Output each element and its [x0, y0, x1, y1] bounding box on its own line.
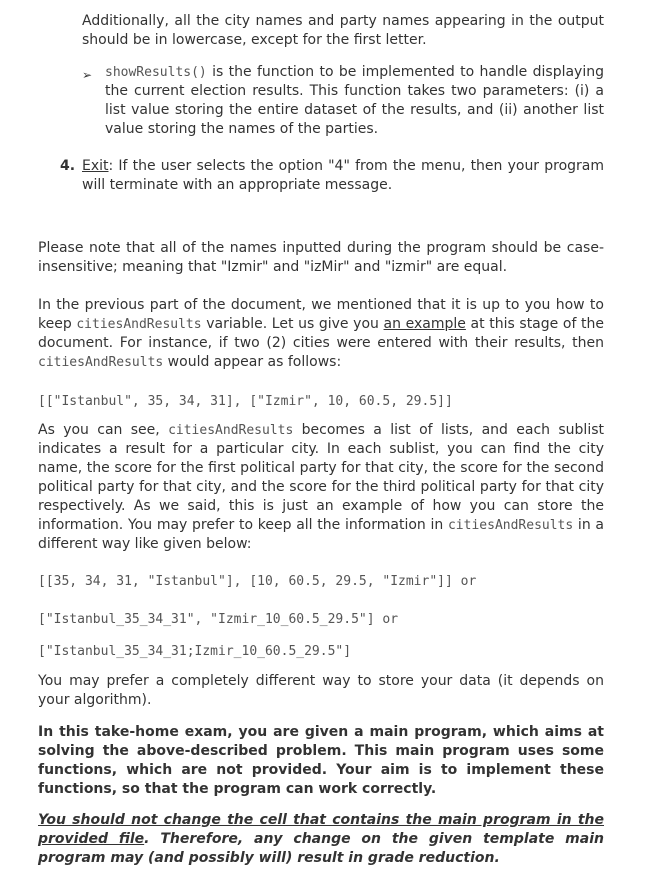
show-results-description: [105, 63, 604, 139]
list-number: 4.: [60, 158, 76, 174]
previous-part-paragraph: [38, 296, 604, 372]
arrow-bullet-icon: ➢: [82, 68, 93, 82]
prev-text-2: variable. Let us give you: [201, 316, 384, 332]
exit-link[interactable]: Exit: [82, 158, 109, 174]
variable-name: citiesAndResults: [168, 423, 294, 438]
take-home-exam-paragraph: In this take-home exam, you are given a main program, which aims at solving the above-described problem. This main program uses some functions, which are not provided. Your aim is to implement these functions, so that the program can work correctly.: [38, 724, 604, 797]
prev-text-3: at this stage of the document. For instance, if two (2) cities were entered with their results, then: [38, 316, 604, 351]
case-insensitive-note: Please note that all of the names inputted during the program should be case-insensitive; meaning that "Izmir" and "izMir" and "izmir" are equal.: [38, 240, 604, 275]
code-example-1: [["Istanbul", 35, 34, 31], ["Izmir", 10, 60.5, 29.5]]: [38, 394, 453, 409]
prev-text-4: would appear as follows:: [163, 354, 342, 370]
code-example-4: ["Istanbul_35_34_31;Izmir_10_60.5_29.5"]: [38, 644, 352, 659]
code-example-2: [[35, 34, 31, "Istanbul"], [10, 60.5, 29.5, "Izmir"]] or: [38, 574, 477, 589]
prev-text-1: In the previous part of the document, we mentioned that it is up to you how to keep: [38, 297, 604, 332]
function-name: showResults(): [105, 65, 207, 80]
variable-name: citiesAndResults: [76, 317, 202, 332]
bullet-text: is the function to be implemented to handle displaying the current election results. This function takes two parameters: (i) a list value storing the entire dataset of the results, and (ii) another list value storing the names of the parties.: [105, 64, 604, 137]
warning-paragraph: [38, 811, 604, 868]
list-of-lists-paragraph: [38, 421, 604, 554]
variable-name: citiesAndResults: [447, 518, 574, 533]
storage-preference-note: You may prefer a completely different way to store your data (it depends on your algorithm).: [38, 673, 604, 708]
see-text-2: becomes a list of lists, and each sublist indicates a result for a particular city. In each sublist, you can find the city name, the score for the first political party for that city, the score for the second political party for that city, and the score for the third political party for that city respectively. As we said, this is just an example of how you can store the information. You may prefer to keep all the information in: [38, 422, 604, 533]
warning-underlined: You should not change the cell that contains the main program in the provided file: [38, 812, 604, 847]
variable-name: citiesAndResults: [38, 355, 164, 370]
code-example-3: ["Istanbul_35_34_31", "Izmir_10_60.5_29.5"] or: [38, 612, 399, 627]
see-text-1: As you can see,: [38, 422, 169, 438]
example-link[interactable]: an example: [383, 316, 466, 332]
lowercase-note: Additionally, all the city names and party names appearing in the output should be in lowercase, except for the first letter.: [82, 13, 604, 48]
exit-text: : If the user selects the option "4" from the menu, then your program will terminate with an appropriate message.: [82, 158, 604, 193]
see-text-3: in a different way like given below:: [38, 517, 604, 552]
warning-rest: . Therefore, any change on the given template main program may (and possibly will) result in grade reduction.: [38, 831, 604, 866]
list-item-exit: [60, 157, 604, 195]
